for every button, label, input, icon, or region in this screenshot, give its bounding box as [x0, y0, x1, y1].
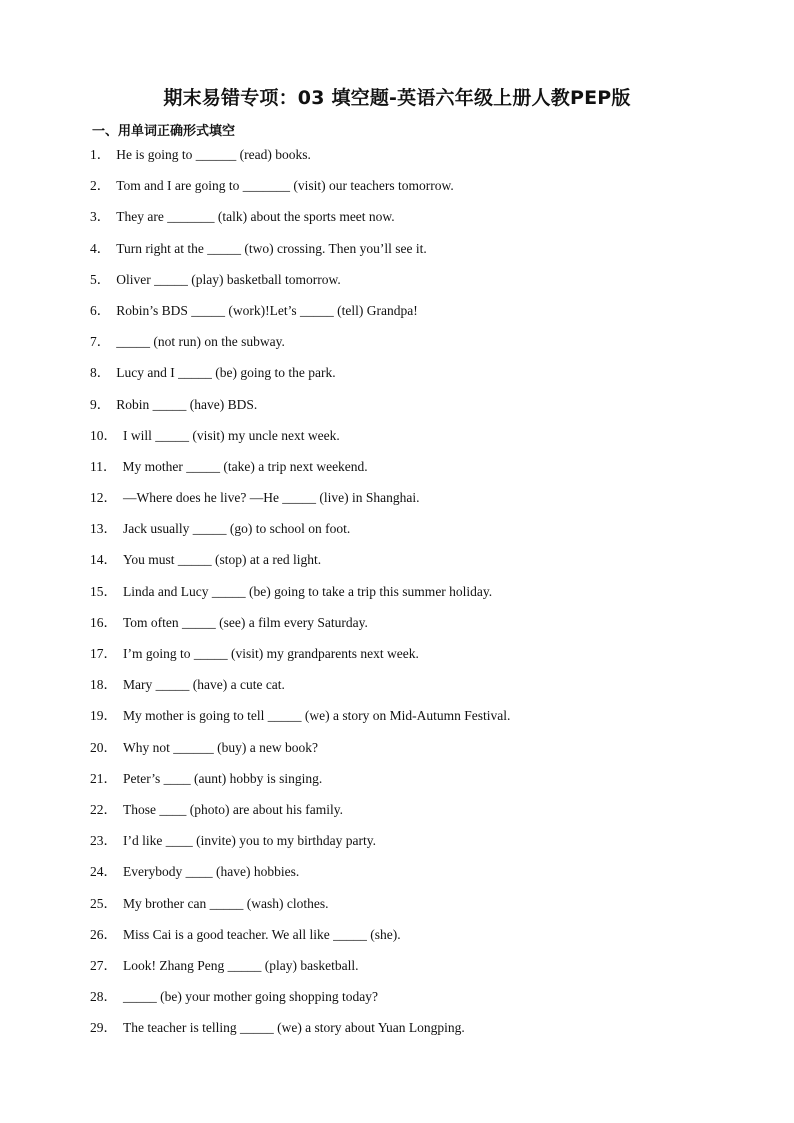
question-item	[90, 642, 510, 673]
question-text: My mother _____ (take) a trip next weekend.	[122, 458, 368, 474]
question-text: Oliver _____ (play) basketball tomorrow.	[116, 271, 341, 287]
question-text: He is going to ______ (read) books.	[116, 147, 311, 162]
question-text: Jack usually _____ (go) to school on foot.	[123, 521, 351, 537]
question-item	[90, 424, 510, 455]
question-item	[90, 486, 510, 517]
question-item	[90, 455, 510, 486]
question-item	[90, 1016, 510, 1047]
question-number: 12．	[90, 490, 117, 506]
question-text: Mary _____ (have) a cute cat.	[123, 677, 285, 693]
question-number: 8．	[90, 365, 111, 381]
question-number: 20．	[90, 739, 117, 755]
question-number: 19．	[90, 708, 117, 724]
question-text: I’m going to _____ (visit) my grandparents next week.	[123, 646, 419, 661]
question-item	[90, 798, 510, 829]
question-text: You must _____ (stop) at a red light.	[123, 552, 322, 568]
question-text: Tom often _____ (see) a film every Saturday.	[123, 614, 368, 630]
question-item	[90, 268, 510, 299]
question-text: I’d like ____ (invite) you to my birthday party.	[123, 833, 376, 849]
question-item	[90, 205, 510, 236]
question-number: 17．	[90, 646, 117, 661]
question-number: 2．	[90, 178, 111, 194]
question-number: 10．	[90, 427, 117, 443]
question-text: Robin’s BDS _____ (work)!Let’s _____ (tell) Grandpa!	[116, 302, 418, 318]
question-number: 25．	[90, 895, 117, 911]
question-item	[90, 548, 510, 579]
question-number: 5．	[90, 271, 111, 287]
question-text: _____ (be) your mother going shopping today?	[123, 989, 378, 1005]
question-item	[90, 174, 510, 205]
question-number: 22．	[90, 801, 117, 817]
question-text: Lucy and I _____ (be) going to the park.	[116, 365, 336, 381]
question-text: My brother can _____ (wash) clothes.	[123, 895, 329, 911]
question-number: 29．	[90, 1020, 117, 1036]
question-text: Everybody ____ (have) hobbies.	[123, 864, 300, 880]
question-text: The teacher is telling _____ (we) a story about Yuan Longping.	[123, 1020, 465, 1036]
question-number: 27．	[90, 957, 117, 973]
question-item	[90, 704, 510, 735]
question-text: Miss Cai is a good teacher. We all like _____ (she).	[123, 926, 401, 942]
question-text: Those ____ (photo) are about his family.	[123, 801, 343, 817]
question-number: 23．	[90, 833, 117, 849]
question-number: 24．	[90, 864, 117, 880]
question-number: 1．	[90, 147, 111, 162]
question-text: Look! Zhang Peng _____ (play) basketball.	[123, 957, 359, 973]
question-text: They are _______ (talk) about the sports meet now.	[116, 209, 395, 225]
question-item	[90, 361, 510, 392]
section-heading: 一、用单词正确形式填空	[92, 124, 236, 139]
question-item	[90, 892, 510, 923]
question-number: 15．	[90, 583, 117, 599]
question-item	[90, 860, 510, 891]
question-text: Why not ______ (buy) a new book?	[123, 739, 318, 755]
question-number: 18．	[90, 677, 117, 693]
document-title: 期末易错专项：03 填空题-英语六年级上册人教PEP版	[163, 87, 631, 109]
question-item	[90, 611, 510, 642]
question-text: I will _____ (visit) my uncle next week.	[123, 427, 340, 443]
question-number: 4．	[90, 240, 111, 256]
question-item	[90, 580, 510, 611]
question-number: 16．	[90, 614, 117, 630]
question-item	[90, 767, 510, 798]
question-text: My mother is going to tell _____ (we) a story on Mid-Autumn Festival.	[123, 708, 511, 724]
question-item	[90, 517, 510, 548]
question-item	[90, 299, 510, 330]
question-list	[90, 143, 510, 1047]
question-text: _____ (not run) on the subway.	[116, 334, 285, 350]
question-text: Linda and Lucy _____ (be) going to take a trip this summer holiday.	[123, 583, 493, 599]
question-number: 13．	[90, 521, 117, 537]
question-number: 3．	[90, 209, 111, 225]
question-item	[90, 393, 510, 424]
question-number: 6．	[90, 302, 111, 318]
question-item	[90, 237, 510, 268]
question-item	[90, 923, 510, 954]
question-item	[90, 829, 510, 860]
question-number: 9．	[90, 396, 111, 412]
question-number: 26．	[90, 926, 117, 942]
question-item	[90, 330, 510, 361]
question-text: Tom and I are going to _______ (visit) our teachers tomorrow.	[116, 178, 454, 194]
question-text: —Where does he live? —He _____ (live) in Shanghai.	[123, 490, 420, 506]
question-text: Robin _____ (have) BDS.	[116, 396, 258, 412]
question-item	[90, 736, 510, 767]
question-item	[90, 673, 510, 704]
question-number: 7．	[90, 334, 111, 350]
question-item	[90, 954, 510, 985]
question-item	[90, 985, 510, 1016]
question-text: Peter’s ____ (aunt) hobby is singing.	[123, 770, 323, 786]
question-number: 14．	[90, 552, 117, 568]
question-text: Turn right at the _____ (two) crossing. Then you’ll see it.	[116, 240, 427, 256]
question-number: 28．	[90, 989, 117, 1005]
question-item	[90, 143, 510, 174]
question-number: 21．	[90, 770, 117, 786]
question-number: 11．	[90, 458, 117, 474]
